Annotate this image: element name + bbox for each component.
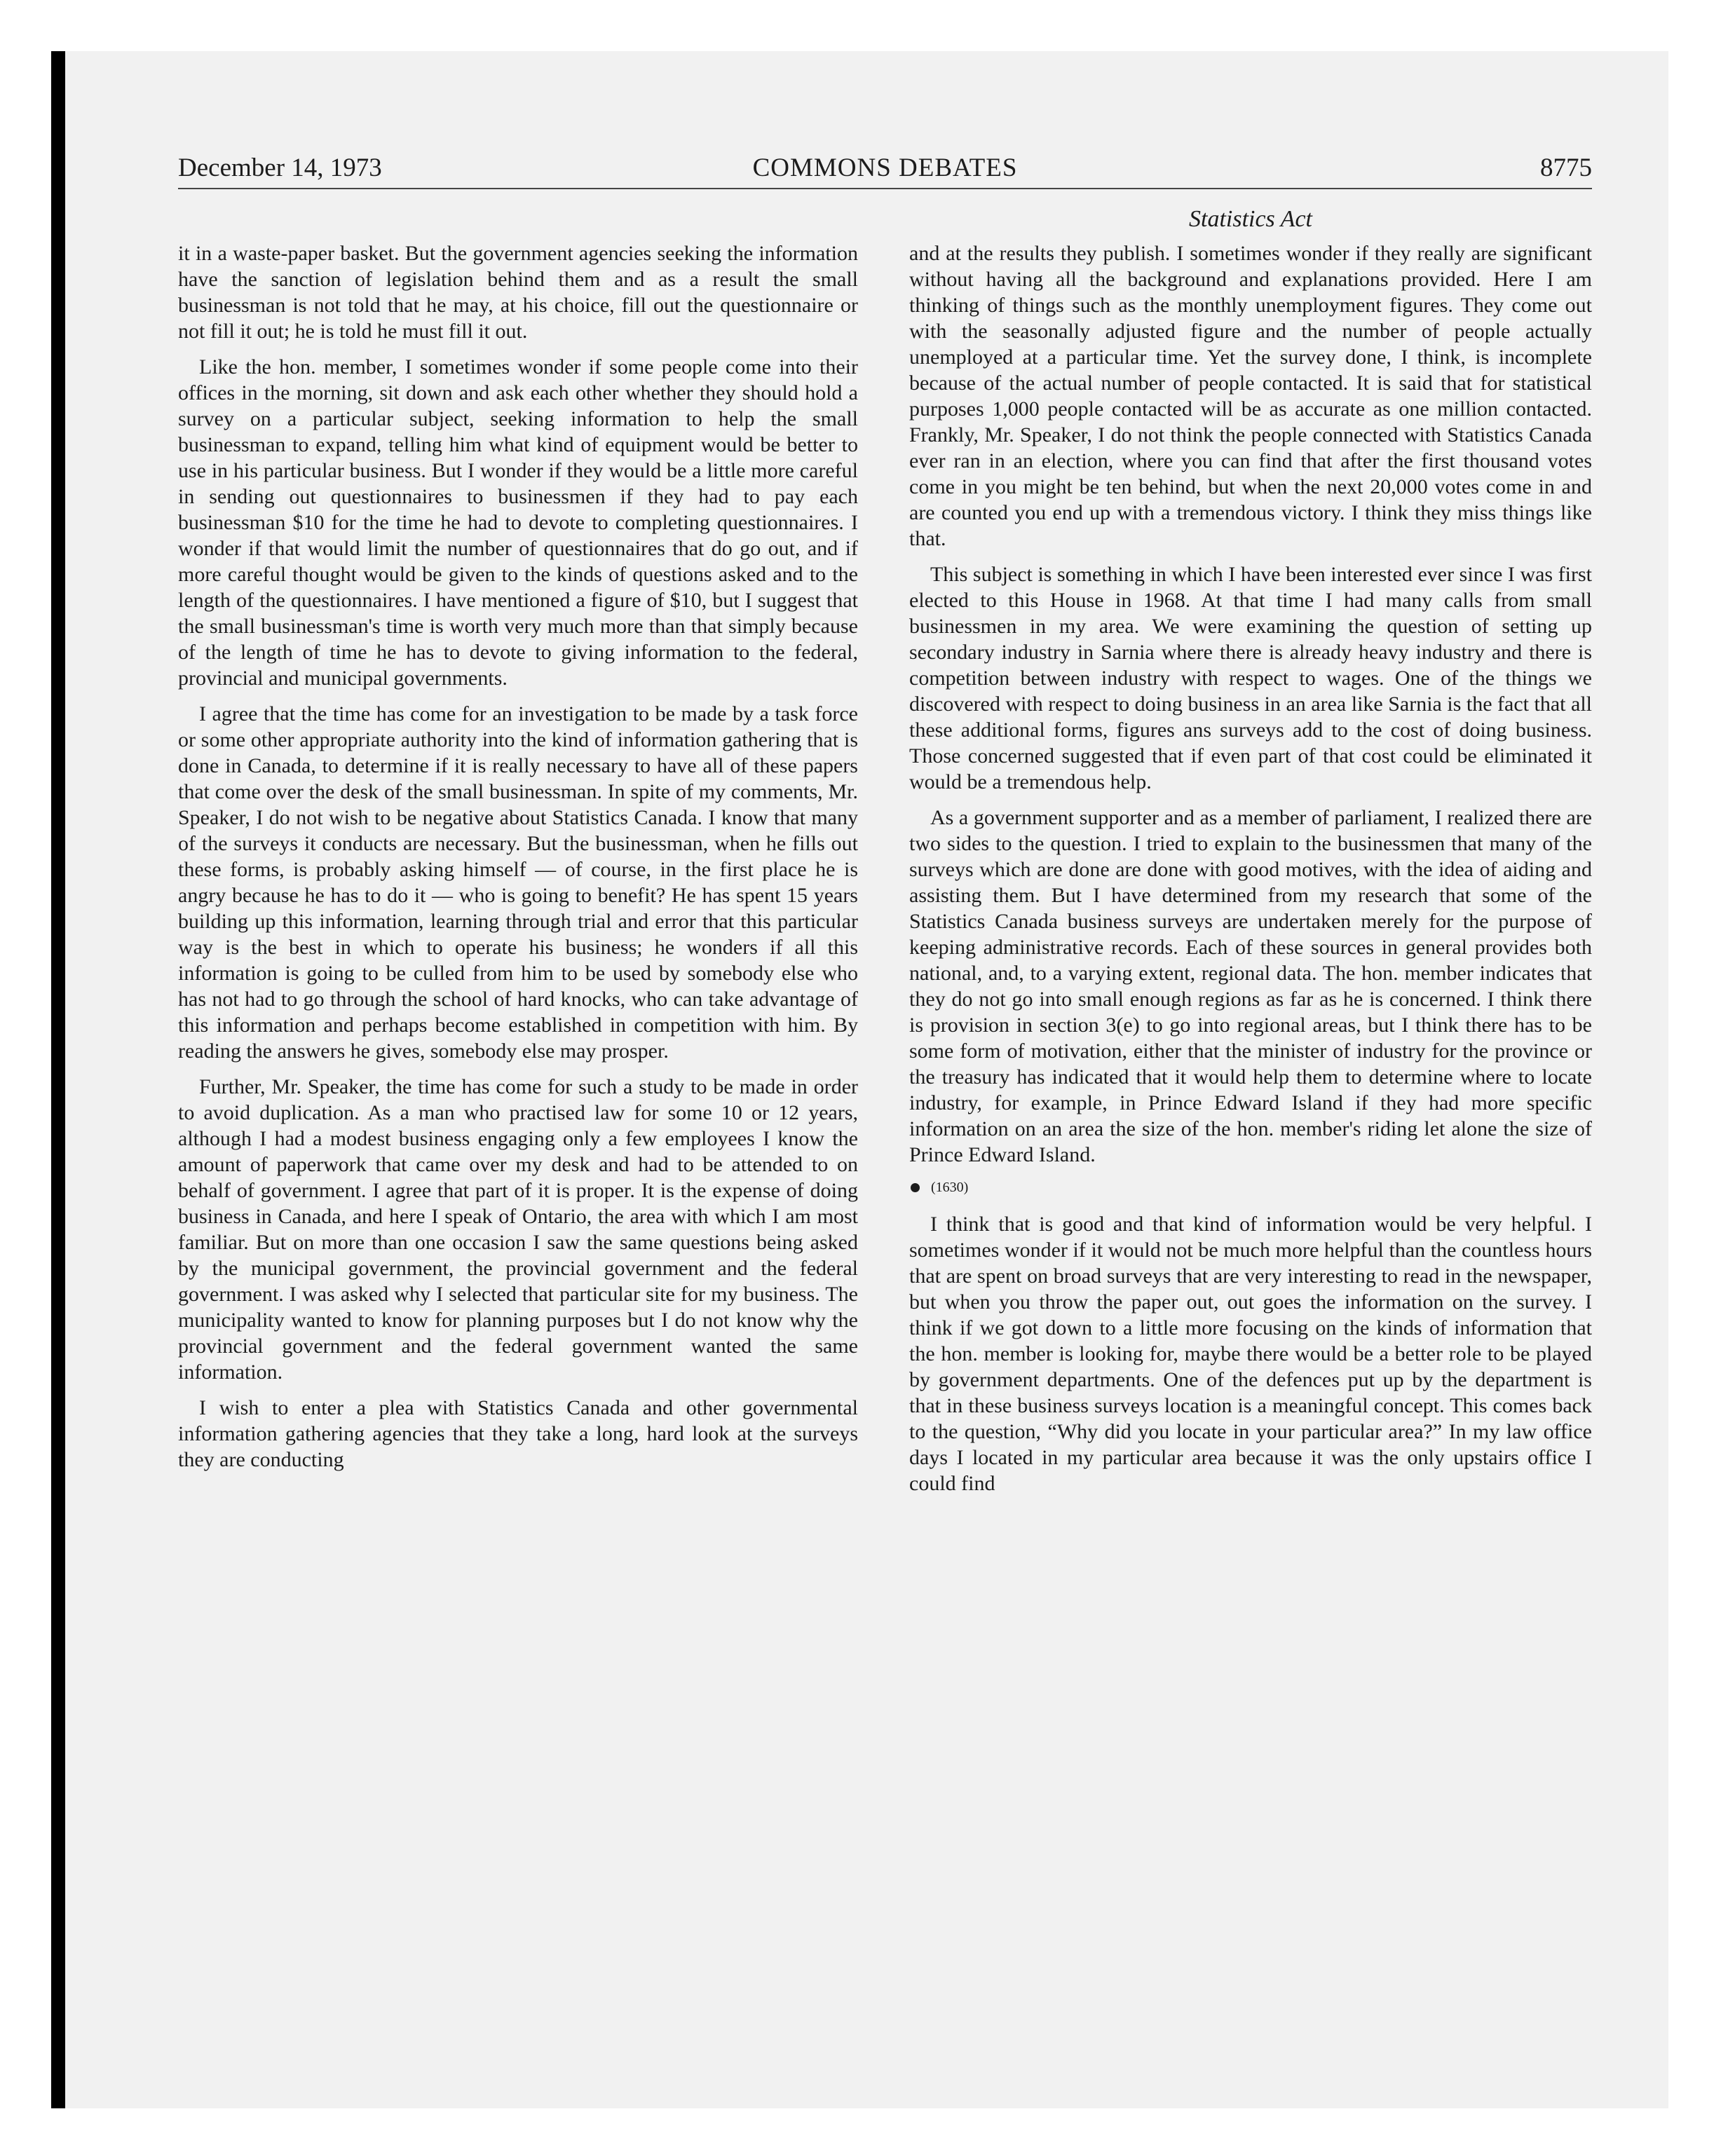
left-column	[178, 240, 858, 1482]
header-date: December 14, 1973	[178, 153, 382, 182]
paragraph: I wish to enter a plea with Statistics Canada and other governmental information gathering agencies that they take a long, hard look at the surveys they are conducting	[178, 1396, 858, 1471]
bullet-icon	[911, 1183, 920, 1192]
section-title: Statistics Act	[1189, 206, 1312, 232]
paragraph: I agree that the time has come for an investigation to be made by a task force or some other appropriate authority into the kind of information gathering that is done in Canada, to determine if it is really necessary to have all of these papers that come over the desk of the small businessman. In spite of my comments, Mr. Speaker, I do not wish to be negative about Statistics Canada. I know that many of the surveys it conducts are necessary. But the businessman, when he fills out these forms, is probably asking himself — of course, in the first place he is angry because he has to do it — who is going to benefit? He has spent 15 years building up this information, learning through trial and error that this particular way is the best in which to operate his business; he wonders if all this information is going to be culled from him to be used by somebody else who has not had to go through the school of hard knocks, who can take advantage of this information and perhaps become established in competition with him. By reading the answers he gives, somebody else may prosper.	[178, 702, 858, 1063]
header-page-number: 8775	[1540, 153, 1592, 182]
time-marker-label: (1630)	[931, 1180, 969, 1195]
header-title: COMMONS DEBATES	[752, 153, 1018, 182]
paragraph: it in a waste-paper basket. But the government agencies seeking the information have the sanction of legislation behind them and as a result the small businessman is not told that he may, at his choice, fill out the questionnaire or not fill it out; he is told he must fill it out.	[178, 242, 858, 343]
right-column	[909, 240, 1592, 1506]
scan-edge-bar	[51, 51, 65, 2108]
time-marker	[909, 1178, 1592, 1197]
paragraph: Like the hon. member, I sometimes wonder if some people come into their offices in the morning, sit down and ask each other whether they should hold a survey on a particular subject, seeking information to help the small businessman to expand, telling him what kind of equipment would be better to use in his particular business. But I wonder if they would be a little more careful in sending out questionnaires to businessmen if they had to pay each businessman $10 for the time he had to devote to completing questionnaires. I wonder if that would limit the number of questionnaires that do go out, and if more careful thought would be given to the kinds of questions asked and to the length of the questionnaires. I have mentioned a figure of $10, but I suggest that the small businessman's time is worth very much more than that simply because of the length of time he has to devote to giving information to the federal, provincial and municipal governments.	[178, 355, 858, 690]
paragraph: I think that is good and that kind of information would be very helpful. I sometimes wonder if it would not be much more helpful than the countless hours that are spent on broad surveys that are very interesting to read in the newspaper, but when you throw the paper out, out goes the information on the survey. I think if we got down to a little more focusing on the kinds of information that the hon. member is looking for, maybe there would be a better role to be played by government departments. One of the defences put up by the department is that in these business surveys location is a meaningful concept. This comes back to the question, “Why did you locate in your particular area?” In my law office days I located in my particular area because it was the only upstairs office I could find	[909, 1213, 1592, 1495]
paragraph: Further, Mr. Speaker, the time has come for such a study to be made in order to avoid duplication. As a man who practised law for some 10 or 12 years, although I had a modest business engaging only a few employees I know the amount of paperwork that came over my desk and had to be attended to on behalf of government. I agree that part of it is proper. It is the expense of doing business in Canada, and here I speak of Ontario, the area with which I am most familiar. But on more than one occasion I saw the same questions being asked by the municipal government, the provincial government and the federal government. I was asked why I selected that particular site for my business. The municipality wanted to know for planning purposes but I do not know why the provincial government and the federal government wanted the same information.	[178, 1075, 858, 1384]
running-head	[178, 151, 1592, 189]
paragraph: As a government supporter and as a member of parliament, I realized there are two sides to the question. I tried to explain to the businessmen that many of the surveys which are done are done with good motives, with the idea of aiding and assisting them. But I have determined from my research that some of the Statistics Canada business surveys are undertaken merely for the purpose of keeping administrative records. Each of these sources in general provides both national, and, to a varying extent, regional data. The hon. member indicates that they do not go into small enough regions as far as he is concerned. I think there is provision in section 3(e) to go into regional areas, but I think there has to be some form of motivation, either that the minister of industry for the province or the treasury has indicated that it would help them to determine where to locate industry, for example, in Prince Edward Island if they had more specific information on an area the size of the hon. member's riding let alone the size of Prince Edward Island.	[909, 806, 1592, 1166]
paragraph: This subject is something in which I have been interested ever since I was first elected to this House in 1968. At that time I had many calls from small businessmen in my area. We were examining the question of setting up secondary industry in Sarnia where there is already heavy industry and there is competition between industry with respect to wages. One of the things we discovered with respect to doing business in an area like Sarnia is the fact that all these additional forms, figures ans surveys add to the cost of doing business. Those concerned suggested that if even part of that cost could be eliminated it would be a tremendous help.	[909, 563, 1592, 793]
paragraph: and at the results they publish. I sometimes wonder if they really are significant without having all the background and explanations provided. Here I am thinking of things such as the monthly unemployment figures. They come out with the seasonally adjusted figure and the number of people actually unemployed at a particular time. Yet the survey done, I think, is incomplete because of the actual number of people contacted. It is said that for statistical purposes 1,000 people contacted will be as accurate as one million contacted. Frankly, Mr. Speaker, I do not think the people connected with Statistics Canada ever ran in an election, where you can find that after the first thousand votes come in you might be ten behind, but when the next 20,000 votes come in and are counted you end up with a tremendous victory. I think they miss things like that.	[909, 242, 1592, 550]
